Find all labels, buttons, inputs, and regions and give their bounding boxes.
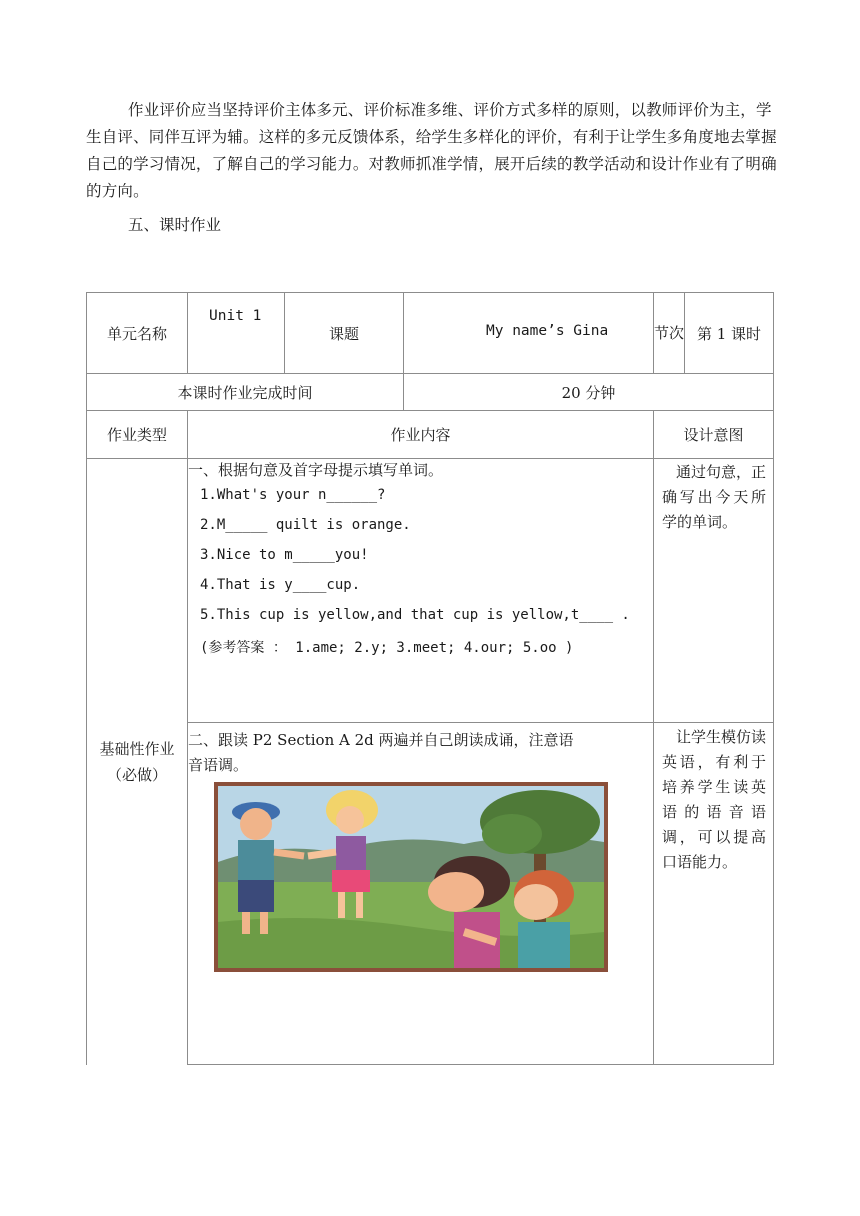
exercise1-line: 3.Nice to m_____you! [200, 547, 369, 563]
section-heading: 五、课时作业 [128, 216, 222, 234]
table-line-bottom [187, 1064, 774, 1065]
exercise1-title: 一、根据句意及首字母提示填写单词。 [188, 461, 444, 479]
time-value: 20 分钟 [561, 383, 616, 402]
exercise2-intent: 让学生模仿读英语，有利于培养学生读英语的语音语调，可以提高口语能力。 [662, 728, 767, 871]
exercise2-title-line1: 二、跟读 P2 Section A 2d 两遍并自己朗读成诵，注意语 [188, 731, 574, 749]
column-header-content: 作业内容 [390, 426, 451, 444]
column-header-type: 作业类型 [106, 426, 167, 444]
exercise1-intent: 通过句意，正确写出今天所学的单词。 [662, 463, 767, 531]
table-line-col1-top [187, 292, 188, 373]
exercise1-line: 2.M_____ quilt is orange. [200, 517, 411, 533]
homework-table [86, 292, 774, 1065]
table-line-row4 [187, 722, 774, 723]
table-border-right [773, 292, 774, 1065]
topic-label: 课题 [328, 324, 359, 343]
period-label: 节次 [654, 324, 685, 342]
exercise1-line: 1.What's your n______? [200, 487, 386, 503]
table-line-col4 [653, 410, 654, 1065]
unit-value: Unit 1 [209, 308, 262, 324]
topic-value: My name’s Gina [486, 323, 609, 339]
exercise1-answer-key: (参考答案 ： 1.ame; 2.y; 3.meet; 4.our; 5.oo ) [200, 640, 574, 656]
intro-paragraph: 作业评价应当坚持评价主体多元、评价标准多维、评价方式多样的原则，以教师评价为主，学生自评、同伴互评为辅。这样的多元反馈体系，给学生多样化的评价，有利于让学生多角度地去掌握自己的学习情况，了解自己的学习能力。对教师抓准学情，展开后续的教学活动和设计作业有了明确的方向。 [86, 101, 777, 200]
exercise1-line: 5.This cup is yellow,and that cup is yellow,t____ . [200, 607, 630, 623]
column-header-intent: 设计意图 [683, 426, 744, 444]
greeting-illustration [214, 782, 608, 972]
unit-label: 单元名称 [106, 324, 167, 343]
exercise1-line: 4.That is y____cup. [200, 577, 361, 593]
homework-category: 基础性作业（必做） [99, 740, 175, 784]
time-label: 本课时作业完成时间 [177, 383, 313, 402]
exercise2-title-line2: 音语调。 [188, 756, 249, 774]
period-value: 第 1 课时 [696, 324, 762, 343]
